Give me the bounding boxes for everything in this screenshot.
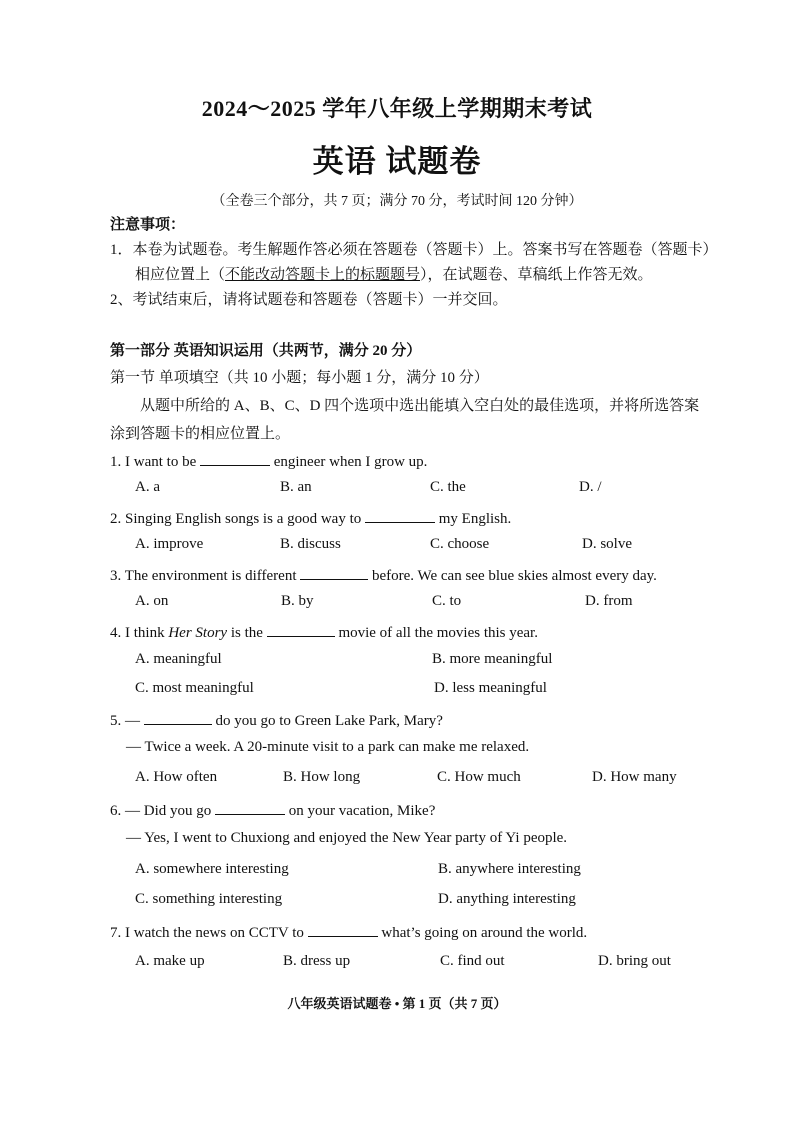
- option-b: B. dress up: [283, 953, 351, 969]
- question-text: do you go to Green Lake Park, Mary?: [211, 713, 443, 729]
- question-4: [110, 622, 538, 642]
- question-text: on your vacation, Mike?: [285, 803, 436, 819]
- question-text: 7. I watch the news on CCTV to: [110, 925, 308, 941]
- option-d: D. from: [585, 593, 633, 609]
- question-text: 4. I think: [110, 625, 169, 641]
- answer-blank: [144, 710, 212, 725]
- notice-item-1-line-2: [135, 263, 653, 284]
- option-a: A. a: [135, 479, 160, 495]
- option-b: B. by: [281, 593, 314, 609]
- exam-title: 2024～2025 学年八年级上学期期末考试: [201, 96, 593, 121]
- option-b: B. How long: [283, 769, 361, 785]
- question-text: 6. — Did you go: [110, 803, 215, 819]
- question-text: is the: [227, 625, 267, 641]
- option-c: C. choose: [430, 536, 490, 552]
- question-text: engineer when I grow up.: [269, 454, 428, 470]
- answer-blank: [215, 800, 285, 815]
- option-d: D. solve: [582, 536, 632, 552]
- option-d: D. /: [579, 479, 602, 495]
- answer-blank: [267, 622, 335, 637]
- question-2: [110, 508, 511, 528]
- question-text: what’s going on around the world.: [377, 925, 588, 941]
- answer-blank: [300, 565, 368, 580]
- page-footer: 八年级英语试题卷 • 第 1 页（共 7 页）: [287, 996, 507, 1011]
- notice-underlined-text: 不能改动答题卡上的标题题号: [225, 267, 421, 283]
- question-1: [110, 451, 427, 471]
- question-text: 1. I want to be: [110, 454, 200, 470]
- option-a: A. make up: [135, 953, 205, 969]
- option-a: A. somewhere interesting: [135, 861, 289, 877]
- exam-subject: 英语 试题卷: [312, 144, 482, 179]
- option-d: D. less meaningful: [434, 680, 547, 696]
- option-d: D. anything interesting: [438, 891, 576, 907]
- movie-title: Her Story: [168, 625, 228, 641]
- notice-text: 相应位置上（: [135, 267, 226, 283]
- question-text: 5. —: [110, 713, 144, 729]
- question-6: [110, 800, 435, 820]
- answer-blank: [308, 922, 378, 937]
- question-5-reply: — Twice a week. A 20-minute visit to a park can make me relaxed.: [126, 739, 530, 755]
- question-text: before. We can see blue skies almost every day.: [368, 568, 657, 584]
- question-7: [110, 922, 587, 942]
- option-b: B. more meaningful: [432, 651, 553, 667]
- option-c: C. most meaningful: [135, 680, 254, 696]
- answer-blank: [365, 508, 435, 523]
- option-c: C. to: [432, 593, 462, 609]
- option-c: C. the: [430, 479, 466, 495]
- notice-heading: 注意事项：: [110, 217, 186, 233]
- option-a: A. How often: [135, 769, 218, 785]
- option-a: A. improve: [135, 536, 204, 552]
- question-text: 3. The environment is different: [110, 568, 301, 584]
- question-text: 2. Singing English songs is a good way to: [110, 511, 366, 527]
- question-6-reply: — Yes, I went to Chuxiong and enjoyed the New Year party of Yi people.: [126, 830, 568, 846]
- question-text: my English.: [435, 511, 512, 527]
- section-heading: 第一节 单项填空（共 10 小题；每小题 1 分，满分 10 分）: [110, 370, 489, 386]
- option-b: B. an: [280, 479, 312, 495]
- notice-text: ），在试题卷、草稿纸上作答无效。: [420, 267, 653, 283]
- exam-info: （全卷三个部分，共 7 页；满分 70 分，考试时间 120 分钟）: [211, 194, 583, 209]
- option-b: B. discuss: [280, 536, 341, 552]
- option-c: C. How much: [437, 769, 521, 785]
- question-3: [110, 565, 657, 585]
- answer-blank: [200, 451, 270, 466]
- part-heading: 第一部分 英语知识运用（共两节，满分 20 分）: [110, 343, 422, 359]
- notice-item-2: 2、考试结束后，请将试题卷和答题卷（答题卡）一并交回。: [110, 292, 508, 308]
- question-5: [110, 710, 443, 730]
- option-c: C. something interesting: [135, 891, 283, 907]
- instruction-line-2: 涂到答题卡的相应位置上。: [110, 426, 291, 442]
- option-a: A. on: [135, 593, 169, 609]
- option-d: D. How many: [592, 769, 677, 785]
- notice-item-1-line-1: 1．本卷为试题卷。考生解题作答必须在答题卷（答题卡）上。答案书写在答题卷（答题卡）: [110, 242, 718, 258]
- option-c: C. find out: [440, 953, 505, 969]
- option-d: D. bring out: [598, 953, 671, 969]
- option-b: B. anywhere interesting: [438, 861, 581, 877]
- instruction-line-1: 从题中所给的 A、B、C、D 四个选项中选出能填入空白处的最佳选项，并将所选答案: [140, 398, 700, 414]
- option-a: A. meaningful: [135, 651, 222, 667]
- question-text: movie of all the movies this year.: [334, 625, 538, 641]
